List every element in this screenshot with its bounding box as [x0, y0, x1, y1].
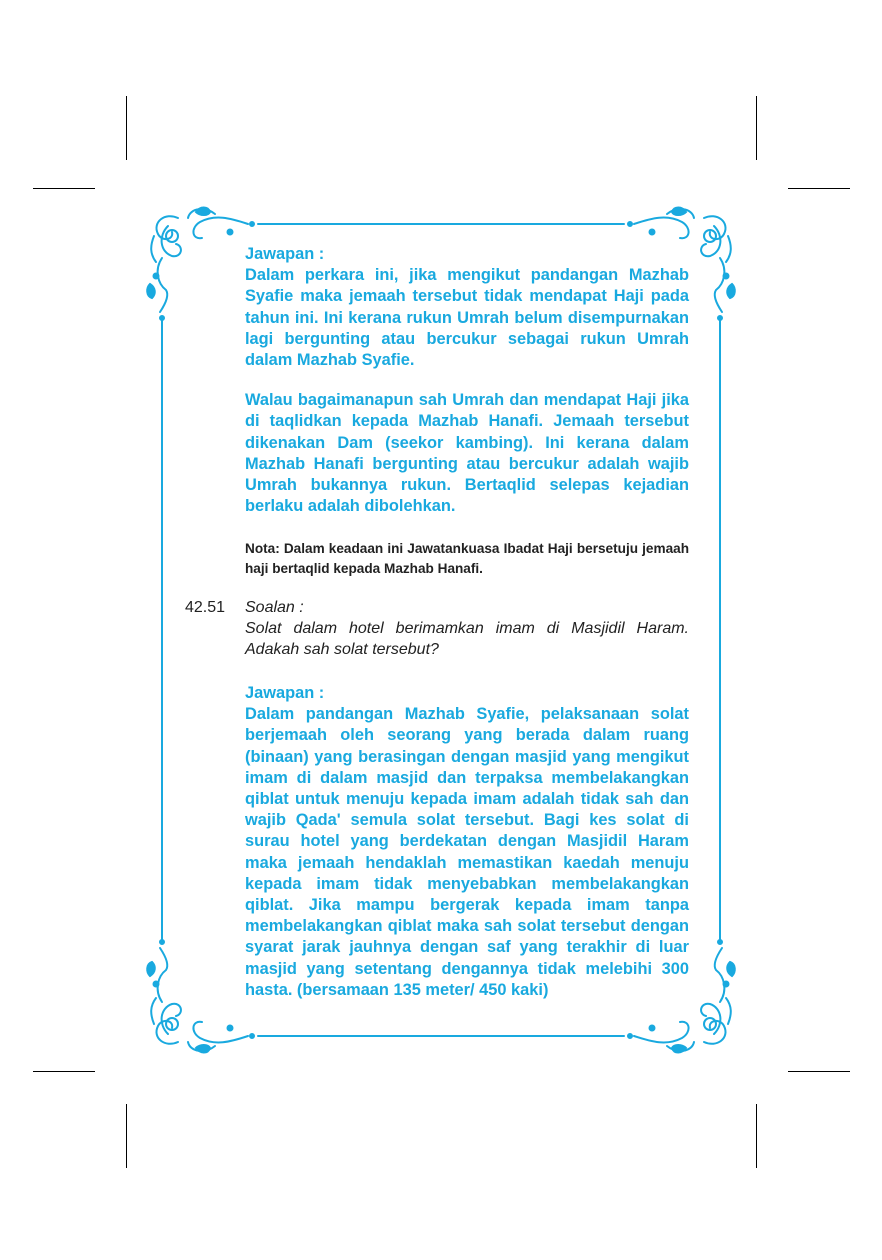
answer-paragraph: Dalam pandangan Mazhab Syafie, pelaksanaan solat berjemaah oleh seorang yang berada dalam ruang (binaan) yang berasingan dengan masjid yang mengikut imam di dalam masjid dan terpaksa membelakangkan qiblat untuk menuju kepada imam adalah tidak sah dan wajib Qada' semula solat tersebut. Bagi kes solat di surau hotel yang berdekatan dengan Masjidil Haram maka jemaah hendaklah memastikan kaedah menuju kepada imam tidak menyebabkan membelakangkan qiblat. Jika mampu bergerak kepada imam tanpa membelakangkan qiblat maka sah solat tersebut dengan syarat jarak jauhnya dengan saf yang terakhir di luar masjid yang setentang dengannya tidak melebihi 300 hasta. (bersamaan 135 meter/ 450 kaki)	[245, 705, 689, 999]
answer-heading: Jawapan :	[245, 245, 325, 263]
question-text: Solat dalam hotel berimamkan imam di Masjidil Haram. Adakah sah solat tersebut?	[245, 620, 689, 658]
ornament-corner-icon	[147, 208, 254, 321]
answer-paragraph: Dalam perkara ini, jika mengikut pandangan Mazhab Syafie maka jemaah tersebut tidak mendapat Haji pada tahun ini. Ini kerana rukun Umrah belum disempurnakan lagi bergunting atau bercukur sebagai rukun Umrah dalam Mazhab Syafie.	[245, 266, 689, 370]
answer-paragraph: Walau bagaimanapun sah Umrah dan mendapat Haji jika di taqlidkan kepada Mazhab Hanafi. Jemaah tersebut dikenakan Dam (seekor kambing). Ini kerana dalam Mazhab Hanafi bergunting atau bercukur adalah wajib Umrah bukannya rukun. Bertaqlid selepas kejadian berlaku adalah dibolehkan.	[245, 391, 689, 516]
question-label: Soalan :	[245, 599, 304, 616]
answer-heading: Jawapan :	[245, 684, 325, 702]
answer-section-1	[245, 244, 689, 579]
question-number: 42.51	[185, 599, 226, 616]
answer-section-2	[245, 683, 689, 1001]
note-text: Nota: Dalam keadaan ini Jawatankuasa Ibadat Haji bersetuju jemaah haji bertaqlid kepada Mazhab Hanafi.	[245, 541, 689, 577]
